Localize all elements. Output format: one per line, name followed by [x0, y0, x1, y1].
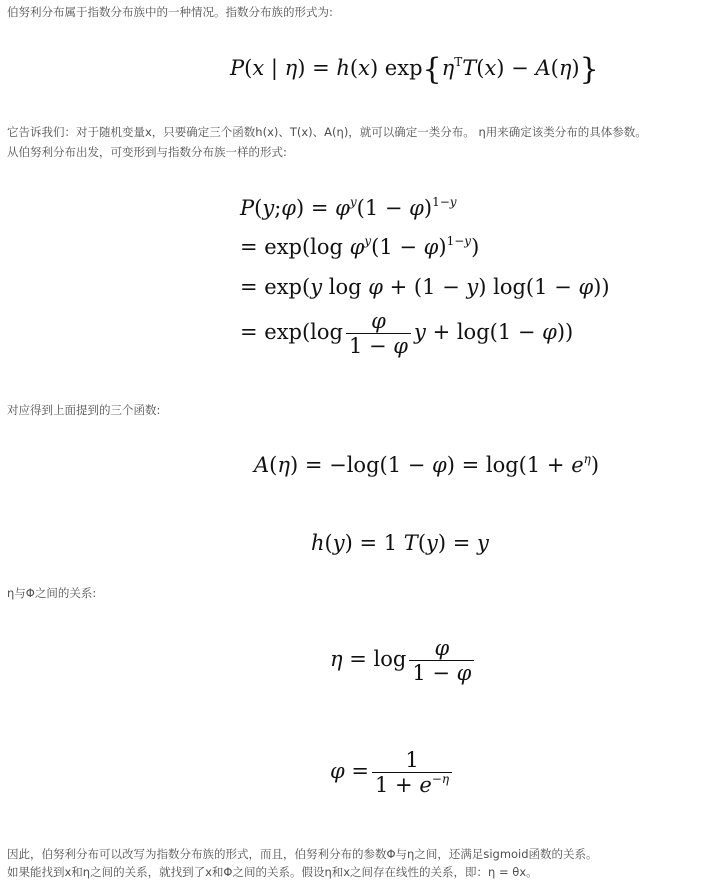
a-eta-formula: $A(\eta) = -\log(1 - \varphi) = \log(1 + e^\eta)$ — [254, 452, 600, 477]
bernoulli-line-1: P(y;φ) = $\varphi^y(1 - \varphi)^{1-y}$ — [240, 195, 457, 220]
h-t-formula: h(y) = 1 T(y) = y — [311, 531, 489, 555]
bernoulli-line-3: = exp(y log φ + (1 − y) log(1 − φ)) — [240, 275, 610, 299]
transform-paragraph: 从伯努利分布出发，可变形到与指数分布族一样的形式: — [7, 145, 287, 159]
relation-paragraph: η与Φ之间的关系: — [7, 586, 97, 600]
correspond-paragraph: 对应得到上面提到的三个函数: — [7, 403, 161, 417]
exp-family-formula: P(x | η) = h(x) $\exp\{\eta^TT(x) - A(\eta)\}$ — [230, 52, 599, 87]
phi-definition-formula: φ = $\frac{1}{1 + e^{-\eta}}$ — [330, 748, 455, 797]
conclusion-paragraph-1: 因此，伯努利分布可以改写为指数分布族的形式，而且，伯努利分布的参数Φ与η之间，还满足sigmoid函数的关系。 — [7, 847, 598, 861]
conclusion-paragraph-2: 如果能找到x和η之间的关系，就找到了x和Φ之间的关系。假设η和x之间存在线性的关系，即：η = θx。 — [7, 865, 538, 879]
bernoulli-line-2: = exp(log $\varphi^y(1 - \varphi)^{1-y}$) — [240, 234, 480, 259]
bernoulli-line-4: = exp(log $\frac{\varphi}{1 - \varphi}$ y + log(1 − φ)) — [240, 309, 574, 358]
intro-paragraph: 伯努利分布属于指数分布族中的一种情况。指数分布族的形式为: — [7, 5, 333, 19]
eta-definition-formula: η = log $\frac{\varphi}{1 - \varphi}$ — [330, 636, 477, 685]
explain-paragraph: 它告诉我们：对于随机变量x，只要确定三个函数h(x)、T(x)、A(η)，就可以确定一类分布。 η用来确定该类分布的具体参数。 — [7, 125, 647, 139]
